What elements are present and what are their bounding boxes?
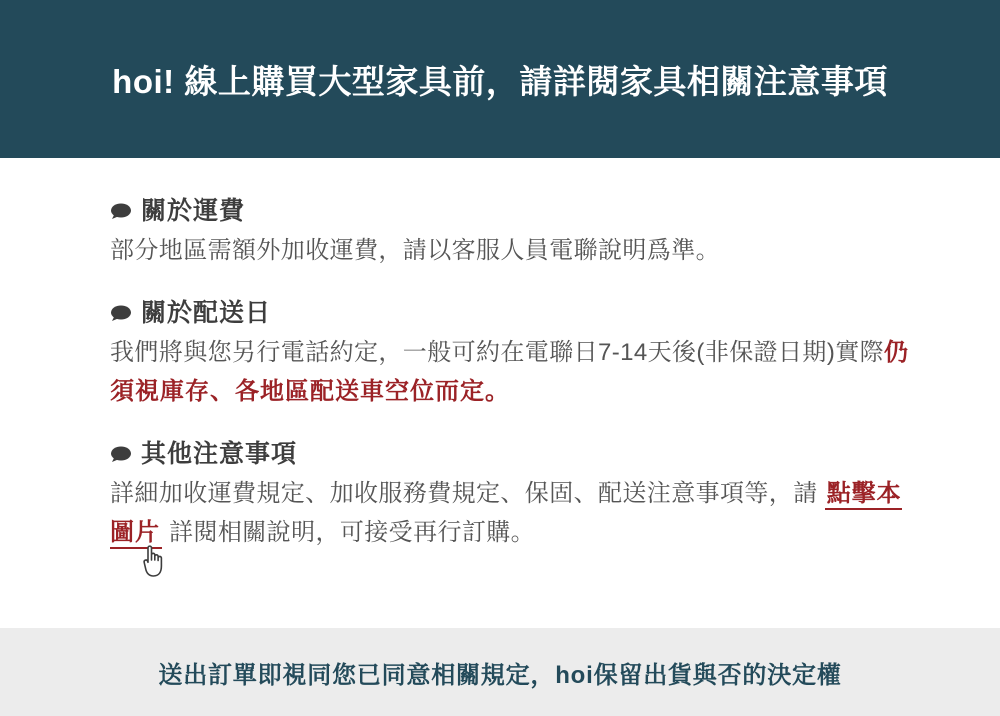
section-body <box>110 475 910 553</box>
section-body-tail: 詳閱相關說明，可接受再行訂購。 <box>169 518 536 546</box>
section-other-notes <box>110 439 1000 553</box>
banner-footer <box>0 628 1000 716</box>
speech-bubble-icon <box>110 203 132 219</box>
section-body-text: 我們將與您另行電話約定，一般可約在電聯日7-14天後(非保證日期)實際 <box>110 338 885 366</box>
section-title: 關於配送日 <box>141 298 272 327</box>
section-body-emphasis: 仍須視庫存、各地區配送車空位而定。 <box>110 338 910 405</box>
banner-header <box>0 0 1000 158</box>
section-title: 關於運費 <box>141 197 246 225</box>
page-title: hoi! 線上購買大型家具前，請詳閱家具相關注意事項 <box>112 62 888 100</box>
section-body-text: 部分地區需額外加收運費，請以客服人員電聯說明爲準。 <box>110 237 720 264</box>
pointer-hand-icon <box>140 542 174 582</box>
section-title: 其他注意事項 <box>141 439 298 468</box>
section-body-text: 詳細加收運費規定、加收服務費規定、保固、配送注意事項等，請 <box>110 479 818 507</box>
section-body <box>110 334 910 412</box>
section-header <box>110 439 1000 469</box>
section-shipping-fee <box>110 196 1000 271</box>
section-body <box>110 232 910 271</box>
speech-bubble-icon <box>110 305 132 321</box>
notice-content <box>0 158 1000 628</box>
section-delivery-date <box>110 298 1000 412</box>
section-header <box>110 196 1000 226</box>
click-image-link[interactable]: 點擊本圖片 <box>110 480 902 549</box>
footer-text: 送出訂單即視同您已同意相關規定，hoi保留出貨與否的決定權 <box>158 661 842 689</box>
section-header <box>110 298 1000 328</box>
speech-bubble-icon <box>110 446 132 462</box>
